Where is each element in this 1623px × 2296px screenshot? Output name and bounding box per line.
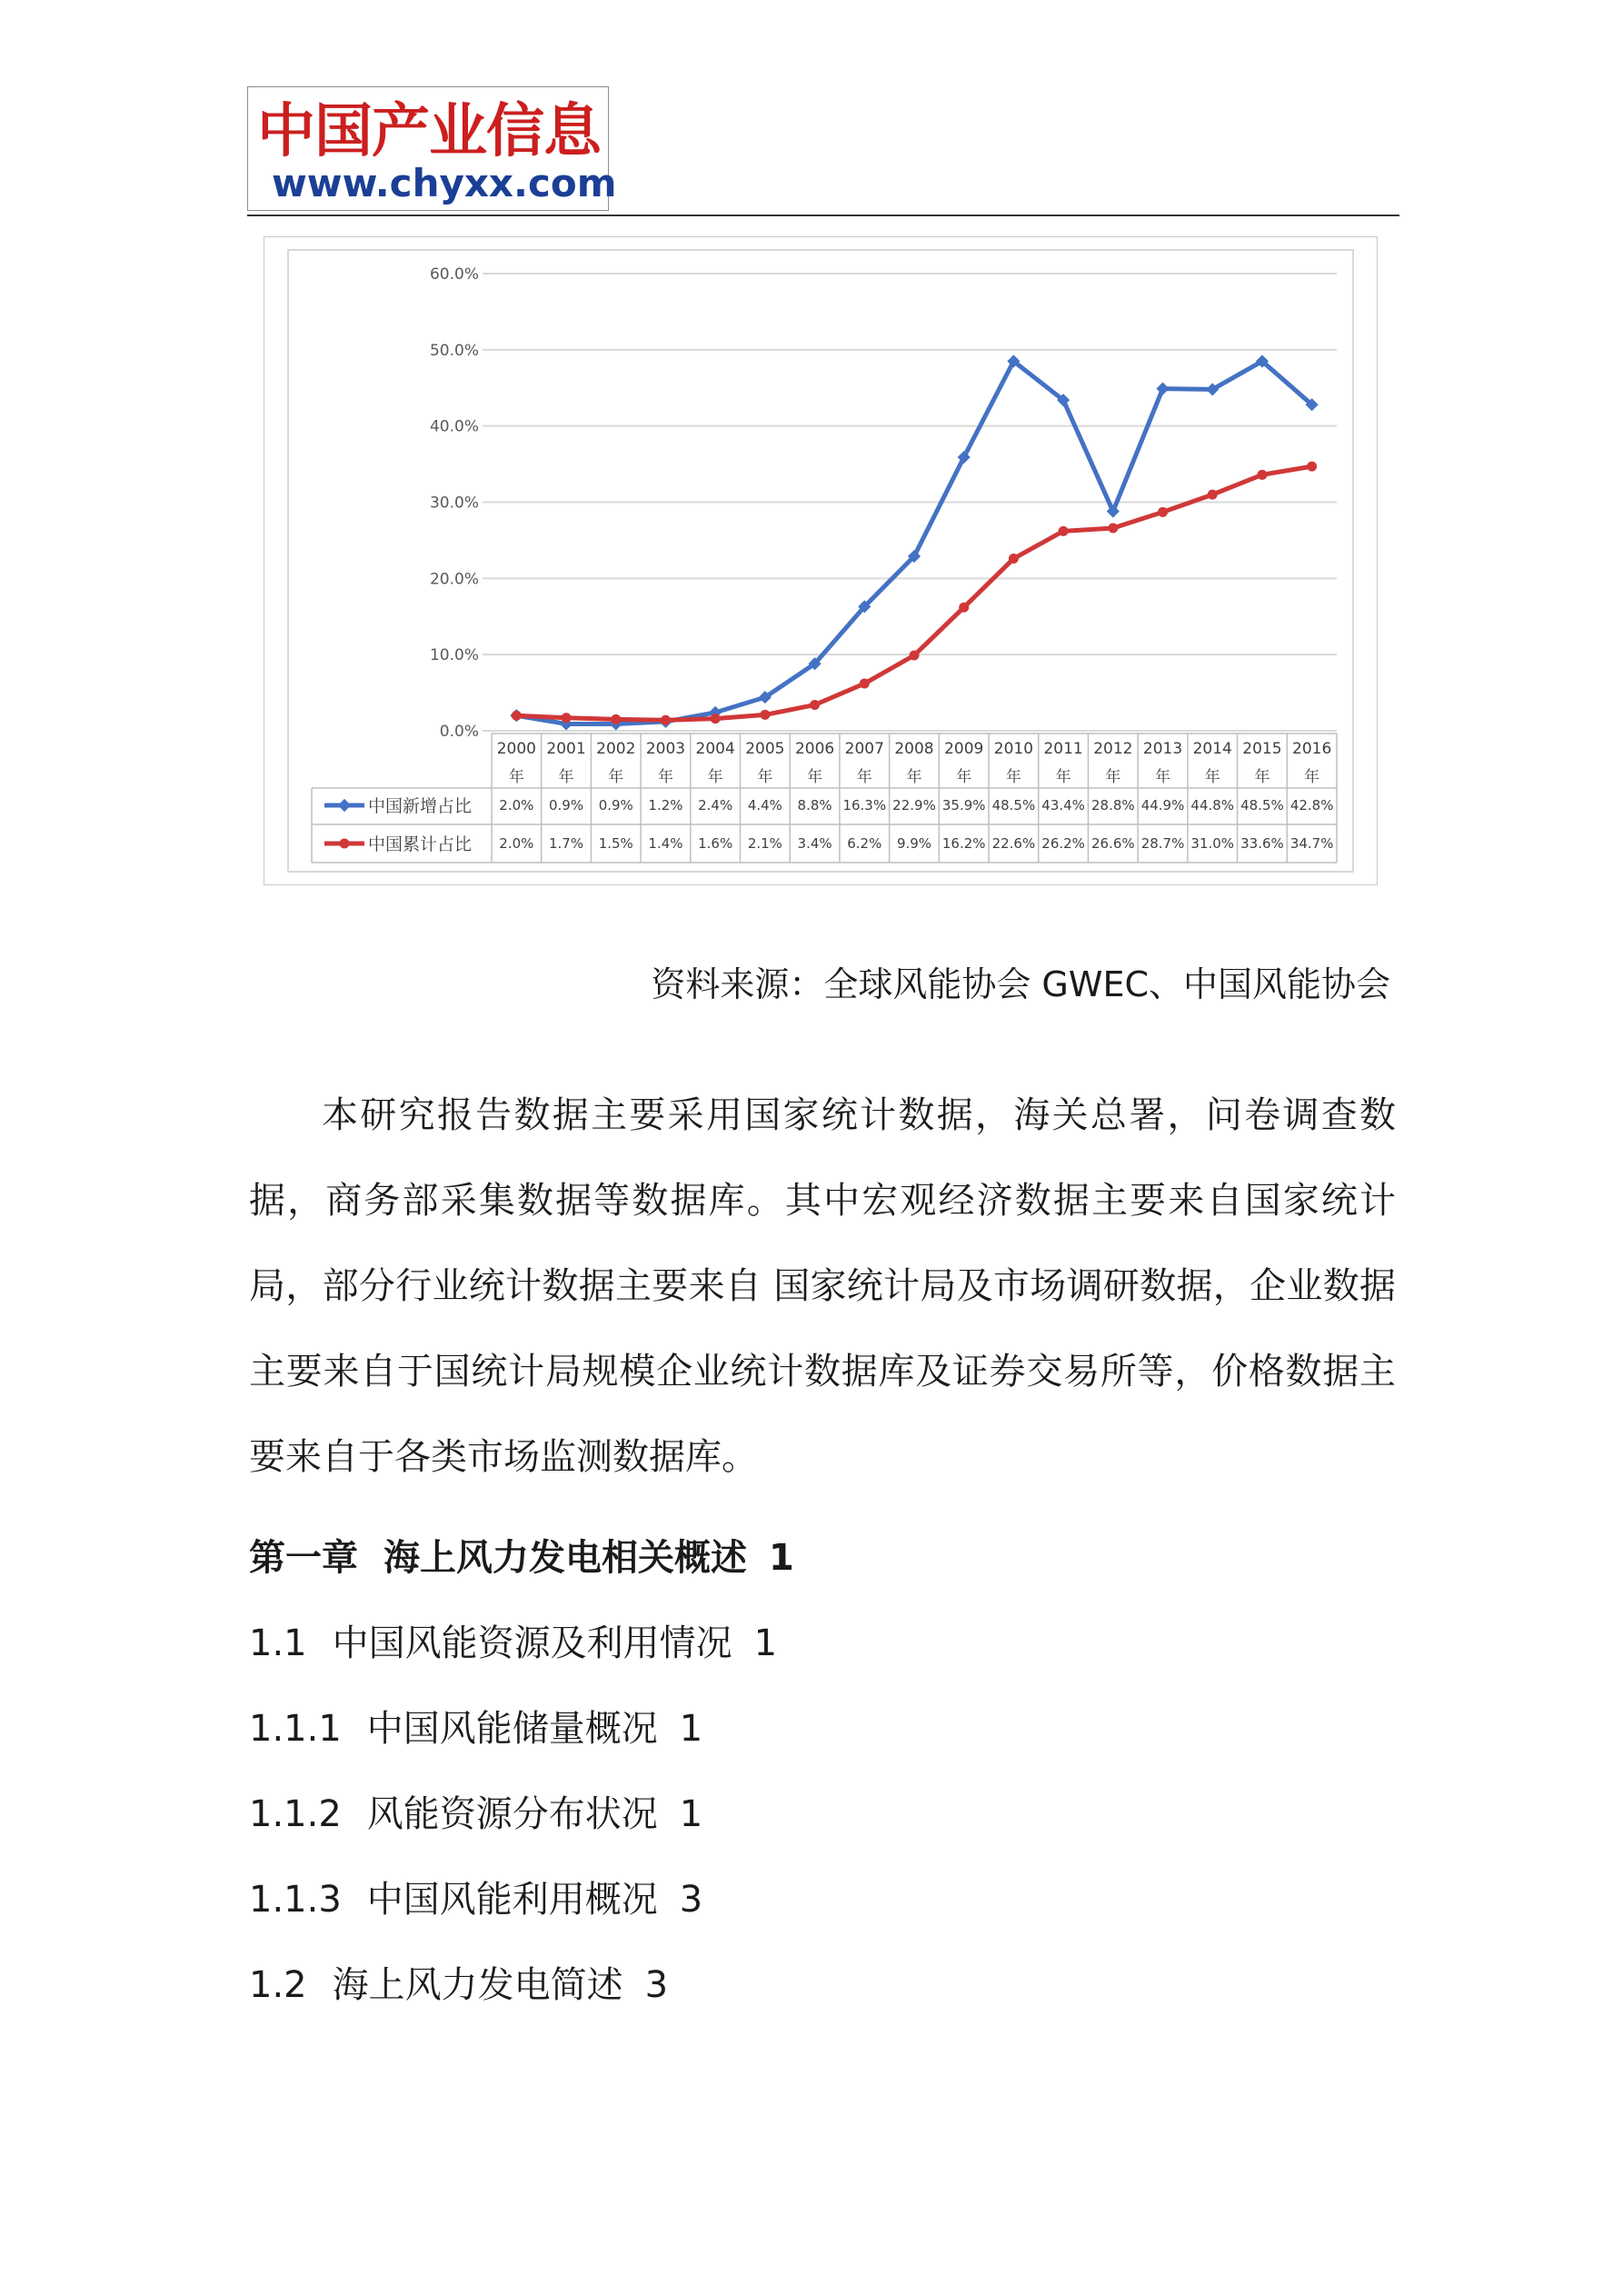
- toc-number: 1.1: [249, 1622, 307, 1664]
- x-tick-label: 2004: [695, 740, 735, 758]
- series-point: [959, 603, 969, 613]
- data-label: 34.7%: [1289, 835, 1334, 852]
- body-paragraph: [249, 1073, 1396, 1500]
- series-point: [910, 651, 920, 661]
- x-tick-label: 2001: [546, 740, 586, 758]
- series-line-2: [516, 466, 1311, 720]
- data-label: 0.9%: [549, 797, 584, 814]
- legend-label: 中国新增占比: [368, 796, 473, 816]
- y-tick-label: 10.0%: [429, 646, 479, 665]
- data-label: 1.4%: [648, 835, 683, 852]
- series-point: [611, 714, 621, 724]
- paragraph-text: 本研究报告数据主要采用国家统计数据，海关总署，问卷调查数据，商务部采集数据等数据库。其中宏观经济数据主要来自国家统计局，部分行业统计数据主要来自 国家统计局及市场调研数据，企业数据主要来自于国统计局规模企业统计数据库及证券交易所等，价格数据主要来自于各类市场监测数据库。: [249, 1094, 1396, 1478]
- x-tick-label: 2002: [596, 740, 636, 758]
- x-tick-suffix: 年: [608, 768, 624, 786]
- chart-svg: [264, 237, 1377, 884]
- data-label: 31.0%: [1190, 835, 1235, 852]
- toc-entry[interactable]: [249, 1700, 702, 1752]
- y-tick-label: 60.0%: [429, 265, 479, 284]
- series-point: [810, 700, 820, 710]
- series-point: [1307, 462, 1317, 472]
- x-tick-label: 2007: [844, 740, 884, 758]
- logo-text: 中国产业信息: [257, 98, 601, 165]
- series-line-1: [516, 361, 1311, 724]
- x-tick-label: 2011: [1043, 740, 1083, 758]
- data-label: 16.2%: [941, 835, 986, 852]
- toc-page: 3: [644, 1964, 669, 2006]
- data-label: 8.8%: [797, 797, 832, 814]
- series-point: [1059, 526, 1069, 536]
- x-tick-suffix: 年: [1005, 768, 1021, 786]
- source-note: 资料来源：全球风能协会 GWEC、中国风能协会: [651, 964, 1390, 1004]
- toc-entry[interactable]: [249, 1871, 702, 1922]
- series-point: [1156, 383, 1169, 395]
- series-point: [1158, 507, 1168, 517]
- series-point: [1108, 524, 1118, 534]
- data-label: 26.2%: [1041, 835, 1085, 852]
- data-label: 28.7%: [1140, 835, 1185, 852]
- toc-title: 海上风力发电简述: [332, 1964, 623, 2006]
- y-tick-label: 40.0%: [429, 417, 479, 436]
- toc-title: 中国风能利用概况: [366, 1879, 658, 1921]
- x-tick-label: 2012: [1093, 740, 1133, 758]
- toc-entry[interactable]: [249, 1614, 777, 1666]
- x-tick-label: 2015: [1242, 740, 1282, 758]
- data-label: 3.4%: [797, 835, 832, 852]
- toc-page: 3: [679, 1879, 703, 1921]
- y-tick-label: 50.0%: [429, 341, 479, 360]
- toc-page: 1: [679, 1793, 703, 1835]
- data-label: 2.0%: [499, 835, 534, 852]
- data-label: 48.5%: [1240, 797, 1284, 814]
- series-point: [661, 715, 671, 725]
- data-label: 9.9%: [896, 835, 932, 852]
- data-label: 42.8%: [1289, 797, 1334, 814]
- data-label: 0.9%: [598, 797, 633, 814]
- toc-number: 1.1.3: [249, 1879, 342, 1921]
- x-tick-suffix: 年: [856, 768, 872, 786]
- data-label: 43.4%: [1041, 797, 1085, 814]
- x-tick-label: 2009: [944, 740, 984, 758]
- toc-title: 海上风力发电相关概述: [383, 1537, 747, 1579]
- toc-number: 第一章: [249, 1537, 358, 1579]
- legend-label: 中国累计占比: [368, 834, 473, 854]
- data-label: 44.9%: [1140, 797, 1185, 814]
- x-tick-suffix: 年: [757, 768, 773, 786]
- data-label: 28.8%: [1090, 797, 1135, 814]
- toc-page: 1: [769, 1537, 794, 1579]
- legend-key-marker: [340, 839, 350, 849]
- series-point: [1009, 554, 1019, 564]
- legend-key-marker: [338, 799, 351, 812]
- x-tick-suffix: 年: [657, 768, 673, 786]
- x-tick-suffix: 年: [906, 768, 922, 786]
- data-label: 1.6%: [698, 835, 733, 852]
- x-tick-suffix: 年: [508, 768, 524, 786]
- toc-entry[interactable]: [249, 1956, 668, 2008]
- toc-number: 1.1.2: [249, 1793, 342, 1835]
- x-tick-suffix: 年: [707, 768, 723, 786]
- toc-page: 1: [753, 1622, 778, 1664]
- toc-entry[interactable]: [249, 1785, 702, 1837]
- data-label: 2.4%: [698, 797, 733, 814]
- data-label: 4.4%: [747, 797, 782, 814]
- data-label: 6.2%: [847, 835, 882, 852]
- data-label: 22.9%: [892, 797, 936, 814]
- x-tick-suffix: 年: [1105, 768, 1121, 786]
- data-label: 2.0%: [499, 797, 534, 814]
- toc-number: 1.1.1: [249, 1708, 342, 1750]
- x-tick-suffix: 年: [1204, 768, 1220, 786]
- logo: [247, 86, 617, 211]
- series-point: [760, 710, 770, 720]
- series-point: [860, 679, 870, 689]
- data-label: 16.3%: [842, 797, 887, 814]
- series-point: [512, 711, 522, 721]
- x-tick-label: 2013: [1142, 740, 1183, 758]
- y-tick-label: 20.0%: [429, 570, 479, 589]
- series-point: [562, 713, 572, 723]
- y-tick-label: 30.0%: [429, 494, 479, 513]
- data-label: 44.8%: [1190, 797, 1235, 814]
- x-tick-suffix: 年: [1055, 768, 1071, 786]
- data-label: 1.5%: [598, 835, 633, 852]
- toc-title: 中国风能资源及利用情况: [332, 1622, 732, 1664]
- data-label: 2.1%: [747, 835, 782, 852]
- data-label: 35.9%: [941, 797, 986, 814]
- x-tick-label: 2008: [894, 740, 934, 758]
- x-tick-label: 2000: [496, 740, 536, 758]
- x-tick-suffix: 年: [1304, 768, 1320, 786]
- toc-number: 1.2: [249, 1964, 307, 2006]
- x-tick-label: 2010: [993, 740, 1034, 758]
- logo-url: www.chyxx.com: [272, 161, 617, 205]
- toc-title: 中国风能储量概况: [366, 1708, 658, 1750]
- x-tick-label: 2014: [1192, 740, 1232, 758]
- x-tick-label: 2006: [794, 740, 835, 758]
- data-label: 1.2%: [648, 797, 683, 814]
- x-tick-suffix: 年: [807, 768, 823, 786]
- x-tick-suffix: 年: [1155, 768, 1171, 786]
- series-point: [711, 714, 721, 724]
- toc-page: 1: [679, 1708, 703, 1750]
- toc-title: 风能资源分布状况: [366, 1793, 658, 1835]
- data-label: 48.5%: [991, 797, 1036, 814]
- toc-entry[interactable]: [249, 1529, 794, 1581]
- x-tick-label: 2005: [745, 740, 785, 758]
- header-rule: [247, 215, 1399, 216]
- data-label: 1.7%: [549, 835, 584, 852]
- x-tick-label: 2003: [645, 740, 686, 758]
- x-tick-label: 2016: [1292, 740, 1332, 758]
- y-tick-label: 0.0%: [439, 723, 479, 741]
- data-label: 33.6%: [1240, 835, 1284, 852]
- series-point: [1257, 470, 1267, 480]
- x-tick-suffix: 年: [956, 768, 972, 786]
- series-point: [1208, 490, 1218, 500]
- data-label: 26.6%: [1090, 835, 1135, 852]
- data-label: 22.6%: [991, 835, 1036, 852]
- chart: [264, 236, 1378, 885]
- x-tick-suffix: 年: [1254, 768, 1270, 786]
- x-tick-suffix: 年: [558, 768, 574, 786]
